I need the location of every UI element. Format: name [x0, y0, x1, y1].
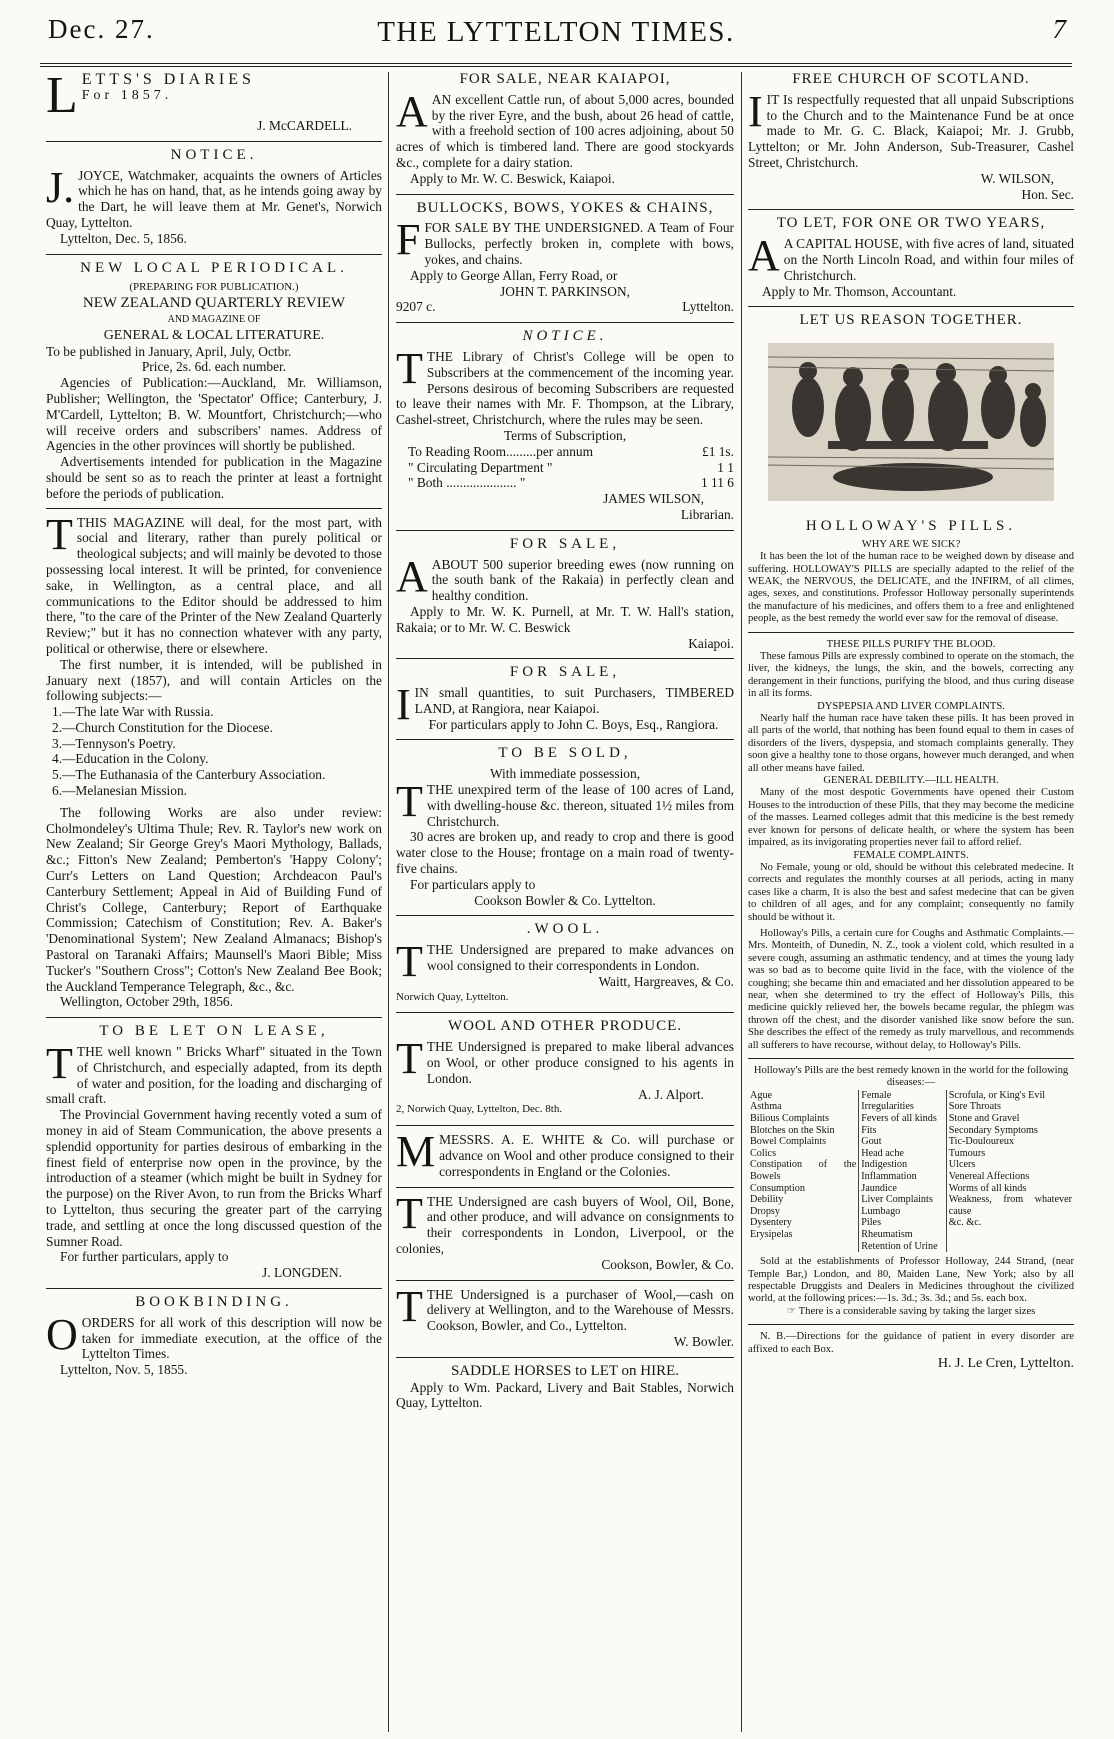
white-co-ad: M MESSRS. A. E. WHITE & Co. will purchase or advance on Wool and other produce consigned to their correspondents in England or the Colonies. — [396, 1127, 734, 1179]
column-1 — [46, 67, 382, 1385]
periodical-ad: NEW LOCAL PERIODICAL. (PREPARING FOR PUBLICATION.) NEW ZEALAND QUARTERLY REVIEW AND MAGAZINE OF GENERAL & LOCAL LITERATURE. To be published in January, April, July, Octbr. Price, 2s. 6d. each number. Agencies of Publication:—Auckland, Mr. Williamson, Publisher; Wellington, the 'Spectator' Office; Canterbury, J. M'Cardell, Lyttelton; B. W. Mountfort, Christchurch;—who will receive orders and subscribers' names. Address of Agencies in the other provinces will shortly be published. Advertisements intended for publication in the Magazine should be sent so as to reach the printer at least a fortnight before the periods of publication. T THIS MAGAZINE will deal, for the most part, with social and literary, rather than purely political or theological subjects; and will mainly be devoted to those possessing local interest. It will be printed, for convenience sake, in Wellington, as a central place, and all communications to the Editor should be addressed to him there, "to the care of the Printer of the New Zealand Quarterly Review;" but it has no connection whatever with any party, political or otherwise, there or elsewhere. The first number, it is intended, will be published in January next (1857), and will contain Articles on the following subjects:— 1.—The late War with Russia. 2.—Church Constitution for the Diocese. 3.—Tennyson's Poetry. 4.—Education in the Colony. 5.—The Euthanasia of the Canterbury Association. 6.—Melanesian Mission. The following Works are also under review: Cholmondeley's Ultima Thule; Rev. R. Taylor's new work on New Zealand; Sir George Grey's Maori Mythology, Ballads, &c.; Fitton's New Zealand; Pemberton's 'Happy Colony'; Curr's Letters on Land Question; Archdeacon Paul's Canterbury Settlement; Appeal in Aid of Building Fund of Christ's College, Canterbury; Report of Earthquake Commission; Catechism of Constitution; Rev. A. Baker's 'Denominational System'; New Zealand Almanacs; Bishop's Pastoral on Taranaki Affairs; Maunsell's Maori Bible; Miss Tucker's "Southern Cross"; Cotton's New Zealand Bee Book; the Auckland Temperance Telegraph, &c., &c. Wellington, October 29th, 1856. — [46, 259, 382, 1010]
bookbinding-ad: BOOKBINDING. O ORDERS for all work of this description will now be taken for immediate execution, at the office of the Lyttelton Times. Lyttelton, Nov. 5, 1855. — [46, 1293, 382, 1378]
house-to-let-ad: TO LET, FOR ONE OR TWO YEARS, A A CAPITAL HOUSE, with five acres of land, situated on the North Lincoln Road, and within four miles of Christchurch. Apply to Mr. Thomson, Accountant. — [748, 215, 1074, 299]
timbered-land-ad: FOR SALE, I IN small quantities, to suit Purchasers, TIMBERED LAND, at Rangiora, near Kaiapoi. For particulars apply to John C. Boys, Esq., Rangiora. — [396, 664, 734, 732]
free-church-notice: FREE CHURCH OF SCOTLAND. I IT Is respectfully requested that all unpaid Subscriptions to the Church and to the Maintenance Fund be at once made to Mr. G. C. Black, Kaiapoi; Mr. J. Grubb, Lyttelton; or Mr. John Anderson, Sub-Treasurer, Cashel Street, Christchurch. W. WILSON, Hon. Sec. — [748, 71, 1074, 202]
masthead-rule-2 — [40, 66, 1072, 67]
holloway-body: WHY ARE WE SICK? It has been the lot of the human race to be weighed down by disease and suffering. HOLLOWAY'S PILLS are specially adapted to the relief of the WEAK, the NERVOUS, the DELICATE, and the INFIRM, of all climes, ages, sexes, and constitutions. Professor Holloway personally superintends the manufacture of his medicines, and offers them to a free and enlightened people, as the best remedy the world ever saw for the removal of disease. THESE PILLS PURIFY THE BLOOD. These famous Pills are expressly combined to operate on the stomach, the liver, the kidneys, the lungs, the skin, and the bowels, correcting any derangement in their functions, purifying the blood, and thus curing disease in all its forms. DYSPEPSIA AND LIVER COMPLAINTS. Nearly half the human race have taken these pills. It has been proved in all parts of the world, that nothing has been found equal to them in cases of disorders of the livers, dyspepsia, and stomach complaints generally. They soon give a healthy tone to those organs, however much deranged, and when all other means have failed. GENERAL DEBILITY.—ILL HEALTH. Many of the most despotic Governments have opened their Custom Houses to the introduction of these Pills, that they may become the medicine of the masses. Learned colleges admit that this medicine is the best remedy ever known for persons of delicate health, or where the system has been impaired, as its invigorating properties never fail to afford relief. FEMALE COMPLAINTS. No Female, young or old, should be without this celebrated medecine. It corrects and regulates the monthly courses at all periods, acting in many cases like a charm, It is also the best and safest medecine that can be given to children of all ages, and for any complaint; consequently no family should be without it. Holloway's Pills, a certain cure for Coughs and Asthmatic Complaints.—Mrs. Monteith, of Dunedin, N. Z., took a violent cold, which resulted in a severe cough, assuming an asthmatic tendency, and at times the young lady was so bad as to become quite livid in the face, with the violence of the coughing; she became thin and emaciated and her dissolution appeared to be near, when she determined to try the effect of Holloway's Pills, this medicine quickly relieved her, the bowels became regular, the phlegm was thrown off the chest, and the disorder vanished like snow before the sun. She describes the effect of the remedy as truly marvellous, and recommends all sufferers to have recourse, without delay, to Holloway's Pills. Holloway's Pills are the best remedy known in the world for the following diseases:— Ague Asthma Bilious Complaints Blotches on the Skin Bowel Complaints Colics Constipation of the Bowels Consumption Debility Dropsy Dysentery Erysipelas Female Irregularities Fevers of all kinds Fits Gout Head ache Indigestion Inflammation Jaundice Liver Complaints Lumbago Piles Rheumatism Retention of Urine Scrofula, or King's Evil Sore Throats Stone and Gravel Secondary Symptoms Tic-Douloureux Tumours Ulcers Venereal Affections Worms of all kinds Weakness, from whatever cause &c. &c. Sold at the establishments of Professor Holloway, 244 Strand, (near Temple Bar,) London, and 80, Maiden Lane, New York; also by all respectable Druggists and Dealers in Medicines throughout the civilized world, at the following prices:—1s. 3d.; 3s. 3d.; and 5s. each box. ☞ There is a considerable saving by taking the larger sizes N. B.—Directions for the guidance of patient in every disorder are affixed to each Box. — [748, 538, 1074, 1355]
masthead — [40, 14, 1072, 48]
letts-diaries-ad: L ETTS'S DIARIES For 1857. J. McCARDELL. — [46, 67, 352, 133]
masthead-rule — [40, 63, 1072, 64]
column-divider — [388, 72, 389, 1732]
diseases-table: Ague Asthma Bilious Complaints Blotches on the Skin Bowel Complaints Colics Constipation of the Bowels Consumption Debility Dropsy Dysentery Erysipelas Female Irregularities Fevers of all kinds Fits Gout Head ache Indigestion Inflammation Jaundice Liver Complaints Lumbago Piles Rheumatism Retention of Urine Scrofula, or King's Evil Sore Throats Stone and Gravel Secondary Symptoms Tic-Douloureux Tumours Ulcers Venereal Affections Worms of all kinds Weakness, from whatever cause &c. &c. — [750, 1089, 1072, 1252]
pointing-hand-icon: ☞ There is a considerable saving by taking the larger sizes — [786, 1305, 1036, 1317]
ewes-for-sale-ad: FOR SALE, A ABOUT 500 superior breeding ewes (now running on the south bank of the Rakaia) in perfectly clean and healthy condition. Apply to Mr. W. K. Purnell, at Mr. T. W. Hall's station, Rakaia; or to Mr. W. C. Beswick Kaiapoi. — [396, 535, 734, 651]
bricks-wharf-lease-ad: TO BE LET ON LEASE, T THE well known " Bricks Wharf" situated in the Town of Christchurch, and especially adapted, from its depth of water and position, for the loading and discharging of small craft. The Provincial Government having recently voted a sum of money in aid of Steam Communication, the above presents a splendid opportunity for parties desirous of embarking in the finest field of enterprise now open in the province, by the introduction of a steamer (which might be built in Sydney for the purpose) on the River Avon, to run from the Bricks Wharf to Lyttelton, thus securing the greater part of the carrying trade, and settling at once the long discussed question of the Sumner Road. For further particulars, apply to J. LONGDEN. — [46, 1023, 382, 1281]
library-notice: NOTICE. T THE Library of Christ's College will be open to Subscribers at the commencement of the incoming year. Persons desirous of becoming Subscribers are requested to leave their names with Mr. F. Thompson, at the Library, Cashel-street, Christchurch, where the rules may be seen. Terms of Subscription, To Reading Room.........per annum £1 1s. " Circulating Department " 1 1 " Both ..................... " 1 11 6 JAMES WILSON, Librarian. — [396, 328, 734, 522]
page-number: 7 — [1052, 14, 1066, 44]
wool-purchaser-ad: T THE Undersigned is a purchaser of Wool,—cash on delivery at Wellington, and to the Warehouse of Messrs. Cookson, Bowler, and Co., Lyttelton. W. Bowler. — [396, 1281, 734, 1349]
bullocks-ad: BULLOCKS, BOWS, YOKES & CHAINS, F FOR SALE BY THE UNDERSIGNED. A Team of Four Bullocks, perfectly broken in, complete with bows, yokes, and chains. Apply to George Allan, Ferry Road, or JOHN T. PARKINSON, 9207 c. Lyttelton. — [396, 199, 734, 315]
to-be-sold-ad: TO BE SOLD, With immediate possession, T THE unexpired term of the lease of 100 acres of Land, with dwelling-house &c. thereon, situated 1½ miles from Christchurch. 30 acres are broken up, and ready to crop and there is good water close to the House; frontage on a main road of twenty-five chains. For particulars apply to Cookson Bowler & Co. Lyttelton. — [396, 745, 734, 908]
joyce-notice: NOTICE. J. JOYCE, Watchmaker, acquaints the owners of Articles which he has on hand, that, as he intends going away by the Dart, he will leave them at Mr. Genet's, Norwich Quay, Lyttelton. Lyttelton, Dec. 5, 1856. — [46, 146, 382, 246]
engraving-illustration — [748, 337, 1074, 507]
holloways-pills-ad: LET US REASON TOGETHER. HOLLOWAY'S PILLS. WHY ARE WE SICK? It has been the lot of the human race to be weighed down by disease and suffering. HOLLOWAY'S PILLS are specially adapted to the relief of the WEAK, the NERVOUS, the DELICATE, and the INFIRM, of all climes, ages, sexes, and constitutions. Professor Holloway personally superintends the manufacture of his medicines, and offers them to a free and enlightened people, as the best remedy the world ever saw for the removal of disease. THESE PILLS PURIFY THE BLOOD. These famous Pills are expressly combined to operate on the stomach, the liver, the kidneys, the lungs, the skin, and the bowels, correcting any derangement in their functions, purifying the blood, and thus curing disease in all its forms. DYSPEPSIA AND LIVER COMPLAINTS. Nearly half the human race have taken these pills. It has been proved in all parts of the world, that nothing has been found equal to them in cases of disorders of the livers, dyspepsia, and stomach complaints generally. They soon give a healthy tone to those organs, however much deranged, and when all other means have failed. GENERAL DEBILITY.—ILL HEALTH. Many of the most despotic Governments have opened their Custom Houses to the introduction of these Pills, that they may become the medicine of the masses. Learned colleges admit that this medicine is the best remedy ever known for persons of delicate health, or where the system has been impaired, as its invigorating properties never fail to afford relief. FEMALE COMPLAINTS. No Female, young or old, should be without this celebrated medecine. It corrects and regulates the monthly courses at all periods, acting in many cases like a charm, It is also the best and safest medecine that can be given to children of all ages, and for any complaint; consequently no family should be without it. Holloway's Pills, a certain cure for Coughs and Asthmatic Complaints.—Mrs. Monteith, of Dunedin, N. Z., took a violent cold, which resulted in a severe cough, assuming an asthmatic tendency, and at times the young lady was so bad as to become quite livid in the face, with the violence of the coughing; she became thin and emaciated and her dissolution appeared to be near, when she determined to try the effect of Holloway's Pills, this medicine quickly relieved her, the bowels became regular, the phlegm was thrown off the chest, and the disorder vanished like snow before the sun. She describes the effect of the remedy as truly marvellous, and recommends all sufferers to have recourse, without delay, to Holloway's Pills. Holloway's Pills are the best remedy known in the world for the following diseases:— Ague Asthma Bilious Complaints Blotches on the Skin Bowel Complaints Colics Constipation of the Bowels Consumption Debility Dropsy Dysentery Erysipelas Female Irregularities Fevers of all kinds Fits Gout Head ache Indigestion Inflammation Jaundice Liver Complaints Lumbago Piles Rheumatism Retention of Urine Scrofula, or King's Evil Sore Throats Stone and Gravel Secondary Symptoms Tic-Douloureux Tumours Ulcers Venereal Affections Worms of all kinds Weakness, from whatever cause &c. &c. Sold at the establishments of Professor Holloway, 244 Strand, (near Temple Bar,) London, and 80, Maiden Lane, New York; also by all respectable Druggists and Dealers in Medicines throughout the civilized world, at the following prices:—1s. 3d.; 3s. 3d.; and 5s. each box. ☞ There is a considerable saving by taking the larger sizes N. B.—Directions for the guidance of patient in every disorder are affixed to each Box. H. J. Le Cren, Lyttelton. — [748, 312, 1074, 1371]
issue-date: Dec. 27. — [48, 14, 155, 44]
kaiapoi-cattle-run-ad: FOR SALE, NEAR KAIAPOI, A AN excellent Cattle run, of about 5,000 acres, bounded by the river Eyre, and the bush, about 26 head of cattle, with a freehold section of 100 acres adjoining, about 50 acres of which is timbered land. There are good stockyards &c., complete for a dairy station. Apply to Mr. W. C. Beswick, Kaiapoi. — [396, 71, 734, 186]
newspaper-title: THE LYTTELTON TIMES. — [377, 16, 735, 48]
column-2 — [396, 72, 734, 1418]
cash-buyers-ad: T THE Undersigned are cash buyers of Wool, Oil, Bone, and other produce, and will advance on consignments to their correspondents in London, Liverpool, or the colonies, Cookson, Bowler, & Co. — [396, 1188, 734, 1272]
column-divider — [741, 72, 742, 1732]
column-3 — [748, 72, 1074, 1379]
saddle-horses-ad: SADDLE HORSES to LET on HIRE. Apply to Wm. Packard, Livery and Bait Stables, Norwich Quay, Lyttelton. — [396, 1362, 734, 1411]
wool-advances-ad: .WOOL. T THE Undersigned are prepared to make advances on wool consigned to their correspondents in London. Waitt, Hargreaves, & Co. Norwich Quay, Lyttelton. — [396, 921, 734, 1003]
wool-produce-ad: WOOL AND OTHER PRODUCE. T THE Undersigned is prepared to make liberal advances on Wool, or other produce consigned to his agents in London. A. J. Alport. 2, Norwich Quay, Lyttelton, Dec. 8th. — [396, 1018, 734, 1116]
